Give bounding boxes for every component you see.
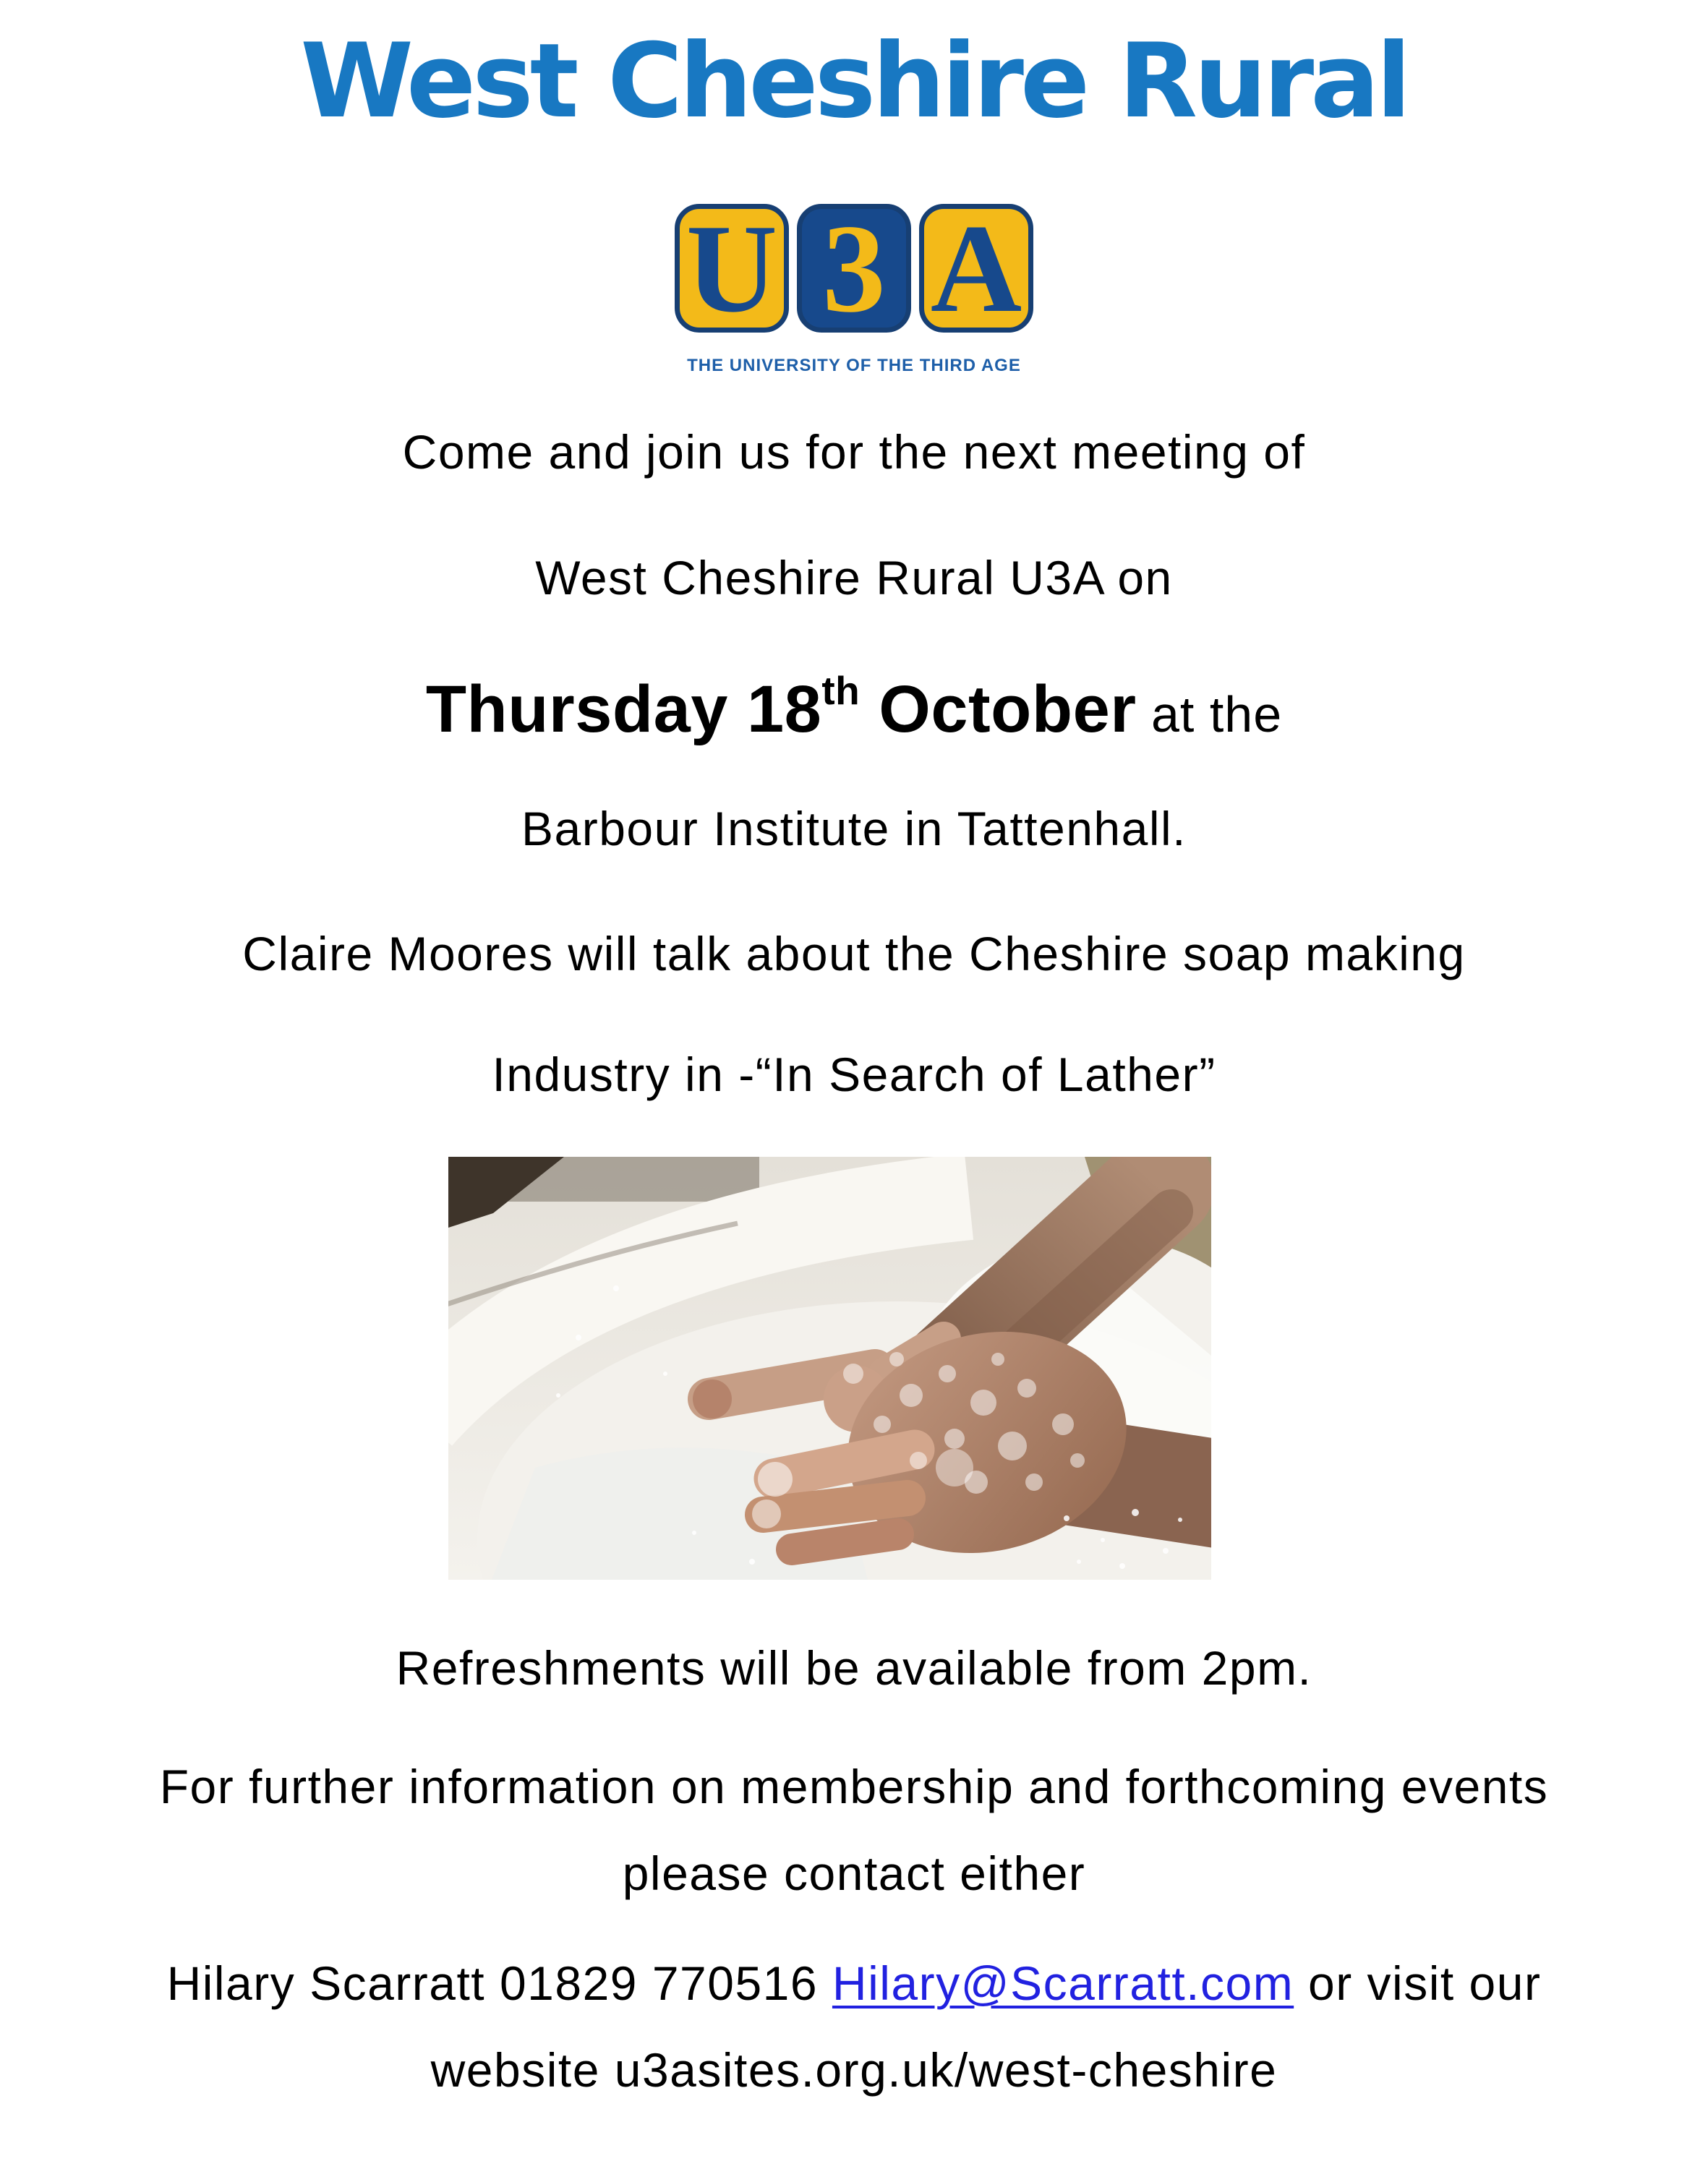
intro-line-2: West Cheshire Rural U3A on bbox=[535, 551, 1173, 604]
talk-line-2: Industry in -“In Search of Lather” bbox=[492, 1048, 1216, 1101]
logo-tagline: THE UNIVERSITY OF THE THIRD AGE bbox=[687, 356, 1021, 375]
intro-line-1: Come and join us for the next meeting of bbox=[402, 425, 1306, 479]
logo-letter-a-box bbox=[919, 197, 1033, 338]
info-line-1: For further information on membership and forthcoming events bbox=[159, 1760, 1549, 1813]
logo-letter-u-box bbox=[675, 197, 789, 338]
refreshments-line: Refreshments will be available from 2pm. bbox=[396, 1641, 1312, 1695]
contact-suffix: or visit our bbox=[1294, 1956, 1542, 2010]
logo-letter-u: U bbox=[686, 197, 778, 338]
website-line: website u3asites.org.uk/west-cheshire bbox=[430, 2043, 1278, 2097]
date-ordinal-suffix: th bbox=[821, 668, 861, 713]
talk-line-1: Claire Moores will talk about the Cheshire soap making bbox=[242, 927, 1466, 980]
info-line-2: please contact either bbox=[622, 1847, 1086, 1900]
contact-line bbox=[0, 1956, 1708, 2010]
contact-name-phone: Hilary Scarratt 01829 770516 bbox=[166, 1956, 832, 2010]
logo-letter-3-box bbox=[797, 197, 911, 338]
page-title: West Cheshire Rural bbox=[300, 22, 1408, 141]
date-line bbox=[0, 668, 1708, 746]
hands-washing-photo bbox=[448, 1157, 1211, 1580]
hands-washing-illustration bbox=[448, 1157, 1211, 1580]
logo-letter-3: 3 bbox=[822, 197, 886, 338]
date-month-text: October bbox=[860, 672, 1137, 746]
date-day-text: Thursday 18 bbox=[425, 672, 822, 746]
logo-letter-a: A bbox=[930, 197, 1022, 338]
date-at-the-text: at the bbox=[1136, 686, 1283, 743]
venue-line: Barbour Institute in Tattenhall. bbox=[521, 802, 1187, 855]
email-link[interactable]: Hilary@Scarratt.com bbox=[832, 1956, 1294, 2010]
u3a-logo bbox=[675, 197, 1033, 338]
